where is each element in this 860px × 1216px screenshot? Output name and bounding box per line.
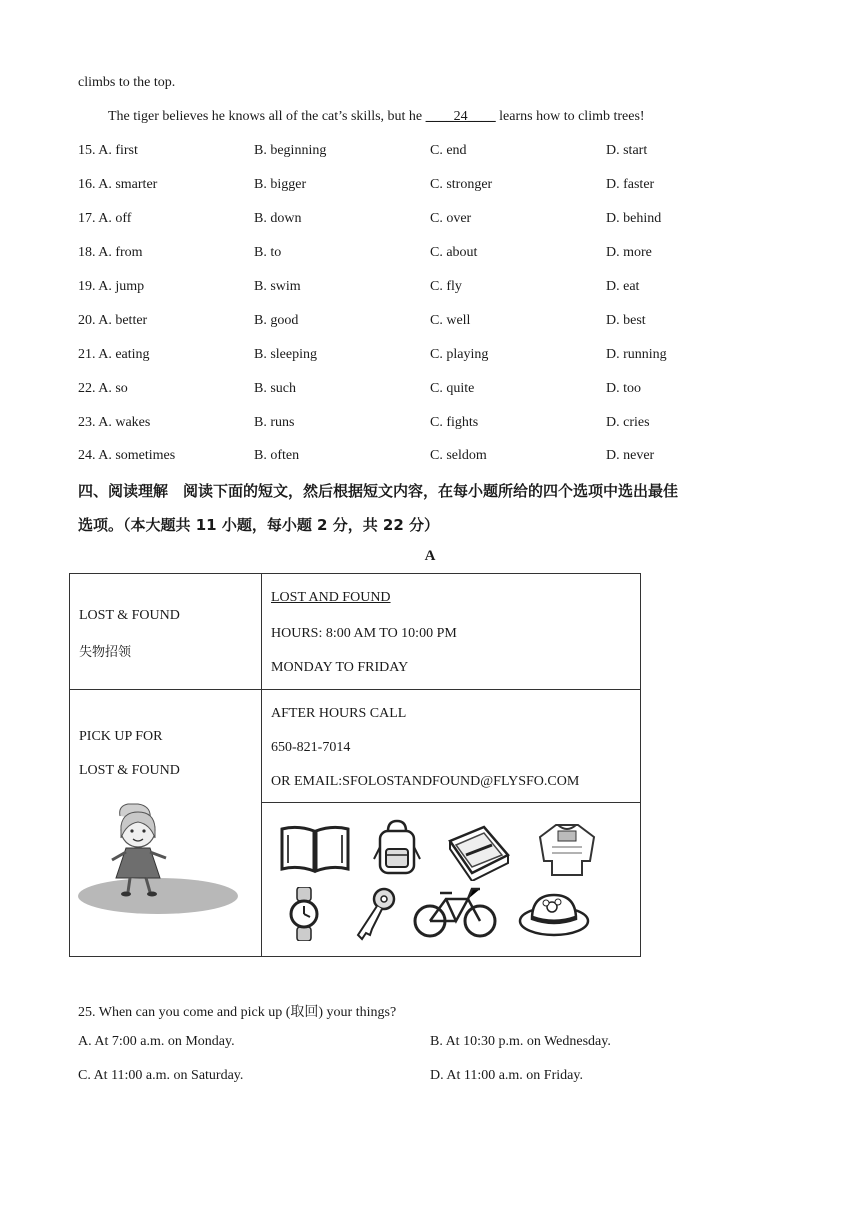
option-a: 18. A. from	[78, 245, 143, 260]
passage-final-sentence	[108, 109, 645, 125]
option-d: D. never	[606, 448, 655, 463]
option-row	[78, 415, 778, 435]
after-hours-label: AFTER HOURS CALL	[271, 706, 407, 721]
sentence-part-1: The tiger believes he knows all of the cat’s skills, but he	[108, 109, 426, 124]
question-25-stem: 25. When can you come and pick up (取回) your things?	[78, 1005, 397, 1020]
phone-number: 650-821-7014	[271, 740, 351, 755]
section-heading-cont: 选项。（本大题共 11 小题，每小题 2 分，共 22 分）	[78, 516, 440, 534]
option-b: B. runs	[254, 415, 295, 430]
office-hours: HOURS: 8:00 AM TO 10:00 PM	[271, 626, 457, 641]
pickup-line-2: LOST & FOUND	[79, 763, 180, 778]
option-c: C. well	[430, 313, 471, 328]
choice-d: D. At 11:00 a.m. on Friday.	[430, 1068, 583, 1083]
option-c: C. about	[430, 245, 478, 260]
pencil-case-icon	[444, 825, 512, 881]
option-b: B. often	[254, 448, 300, 463]
watch-icon	[288, 887, 320, 941]
choice-a: A. At 7:00 a.m. on Monday.	[78, 1034, 235, 1049]
option-b: B. down	[254, 211, 302, 226]
notice-hours-cell	[262, 574, 641, 690]
sweater-icon	[536, 821, 598, 879]
option-d: D. running	[606, 347, 667, 362]
option-d: D. behind	[606, 211, 662, 226]
notice-title-en: LOST & FOUND	[79, 608, 180, 623]
option-c: C. seldom	[430, 448, 487, 463]
option-d: D. too	[606, 381, 641, 396]
option-a: 15. A. first	[78, 143, 138, 158]
option-a: 23. A. wakes	[78, 415, 151, 430]
notice-title-cell	[70, 574, 262, 690]
option-c: C. over	[430, 211, 472, 226]
option-row	[78, 279, 778, 299]
girl-illustration	[78, 798, 242, 918]
option-b: B. bigger	[254, 177, 307, 192]
option-row	[78, 313, 778, 333]
passage-end-line: climbs to the top.	[78, 75, 176, 90]
option-d: D. cries	[606, 415, 650, 430]
option-b: B. such	[254, 381, 296, 396]
option-c: C. fly	[430, 279, 462, 294]
option-d: D. best	[606, 313, 646, 328]
office-title: LOST AND FOUND	[271, 590, 391, 605]
sentence-part-2: learns how to climb trees!	[495, 109, 645, 124]
notice-title-cn: 失物招领	[79, 645, 132, 660]
option-c: C. fights	[430, 415, 479, 430]
option-b: B. good	[254, 313, 299, 328]
option-d: D. more	[606, 245, 652, 260]
option-c: C. playing	[430, 347, 489, 362]
option-row	[78, 347, 778, 367]
passage-label: A	[424, 548, 436, 564]
hat-icon	[518, 889, 590, 937]
option-d: D. eat	[606, 279, 640, 294]
key-icon	[352, 887, 396, 941]
contact-cell	[262, 690, 641, 803]
email-address: OR EMAIL:SFOLOSTANDFOUND@FLYSFO.COM	[271, 774, 580, 789]
lost-and-found-notice	[69, 573, 641, 957]
option-a: 20. A. better	[78, 313, 148, 328]
option-row	[78, 245, 778, 265]
option-b: B. to	[254, 245, 282, 260]
option-a: 19. A. jump	[78, 279, 145, 294]
bicycle-icon	[412, 885, 498, 939]
option-a: 22. A. so	[78, 381, 128, 396]
option-b: B. beginning	[254, 143, 327, 158]
option-a: 21. A. eating	[78, 347, 150, 362]
book-icon	[278, 823, 352, 875]
option-c: C. quite	[430, 381, 475, 396]
option-a: 17. A. off	[78, 211, 132, 226]
blank-24: ____24____	[425, 109, 496, 124]
office-days: MONDAY TO FRIDAY	[271, 660, 409, 675]
items-cell	[262, 803, 641, 957]
choice-c: C. At 11:00 a.m. on Saturday.	[78, 1068, 244, 1083]
option-row	[78, 177, 778, 197]
pickup-line-1: PICK UP FOR	[79, 729, 163, 744]
option-b: B. sleeping	[254, 347, 317, 362]
option-row	[78, 143, 778, 163]
option-row	[78, 211, 778, 231]
option-a: 16. A. smarter	[78, 177, 158, 192]
option-d: D. faster	[606, 177, 655, 192]
option-b: B. swim	[254, 279, 301, 294]
option-a: 24. A. sometimes	[78, 448, 176, 463]
choice-b: B. At 10:30 p.m. on Wednesday.	[430, 1034, 611, 1049]
backpack-icon	[372, 819, 422, 879]
option-row	[78, 381, 778, 401]
option-c: C. end	[430, 143, 467, 158]
pickup-cell	[70, 690, 262, 957]
option-d: D. start	[606, 143, 648, 158]
section-heading: 四、阅读理解 阅读下面的短文，然后根据短文内容，在每小题所给的四个选项中选出最佳	[78, 482, 679, 500]
option-row	[78, 448, 778, 468]
option-c: C. stronger	[430, 177, 493, 192]
